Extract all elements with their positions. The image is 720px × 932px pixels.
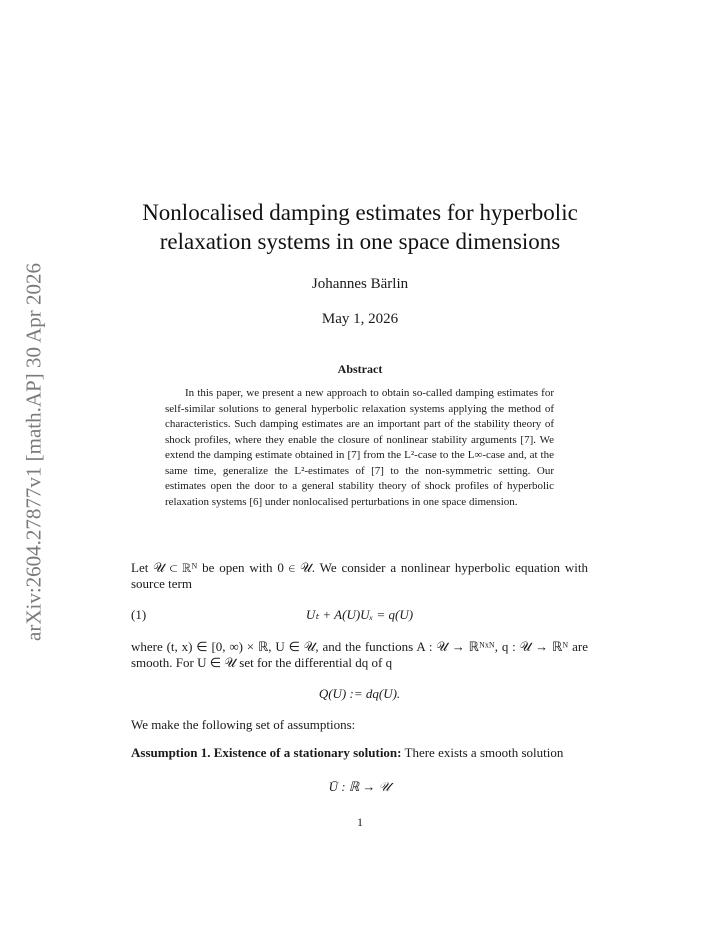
equation-body: Ū : ℝ → 𝒰 (328, 779, 391, 794)
publication-date: May 1, 2026 (321, 311, 399, 327)
assumption-text: There exists a smooth solution (401, 745, 564, 760)
equation-body: Uₜ + A(U)Uₓ = q(U) (305, 607, 414, 622)
page-number: 1 (357, 815, 363, 829)
abstract-body: In this paper, we present a new approach to obtain so-called damping estimates for self-similar solutions to general hyperbolic relaxation systems applying the method of characteristics. Such damping estimates are an important part of the stability theory of shock profiles, where they enable the closure of nonlinear stability arguments [7]. We extend the damping estimate obtained in [7] from the L²-case to the L∞-case and, at the same time, generalize the L²-estimates of [7] to the non-symmetric setting. Our estimates open the door to a general stability theory of shock profiles of hyperbolic relaxation systems [6] under nonlocalised perturbations in one space dimension. (165, 387, 554, 508)
equation-body: Q(U) := dq(U). (318, 686, 401, 701)
assumption-label: Assumption 1. Existence of a stationary solution: (131, 745, 402, 760)
abstract-heading: Abstract (337, 362, 383, 376)
title-line-1: Nonlocalised damping estimates for hyperbolic (142, 200, 578, 225)
equation-number: (1) (131, 607, 147, 622)
author-name: Johannes Bärlin (311, 276, 409, 292)
functions-paragraph: where (t, x) ∈ [0, ∞) × ℝ, U ∈ 𝒰, and the functions A : 𝒰 → ℝᴺˣᴺ, q : 𝒰 → ℝᴺ are smooth. For U ∈ 𝒰 set for the differential dq of q (131, 639, 588, 670)
assumption-1 (131, 745, 588, 761)
paper-title (110, 198, 610, 256)
arxiv-identifier: arXiv:2604.27877v1 [math.AP] 30 Apr 2026 (21, 263, 46, 641)
equation-1 (131, 607, 588, 623)
equation-3 (131, 779, 588, 795)
equation-2 (131, 686, 588, 702)
assumptions-intro: We make the following set of assumptions: (131, 717, 356, 732)
title-line-2: relaxation systems in one space dimensions (159, 229, 561, 254)
intro-paragraph: Let 𝒰 ⊂ ℝᴺ be open with 0 ∈ 𝒰. We consider a nonlinear hyperbolic equation with source term (131, 560, 588, 591)
